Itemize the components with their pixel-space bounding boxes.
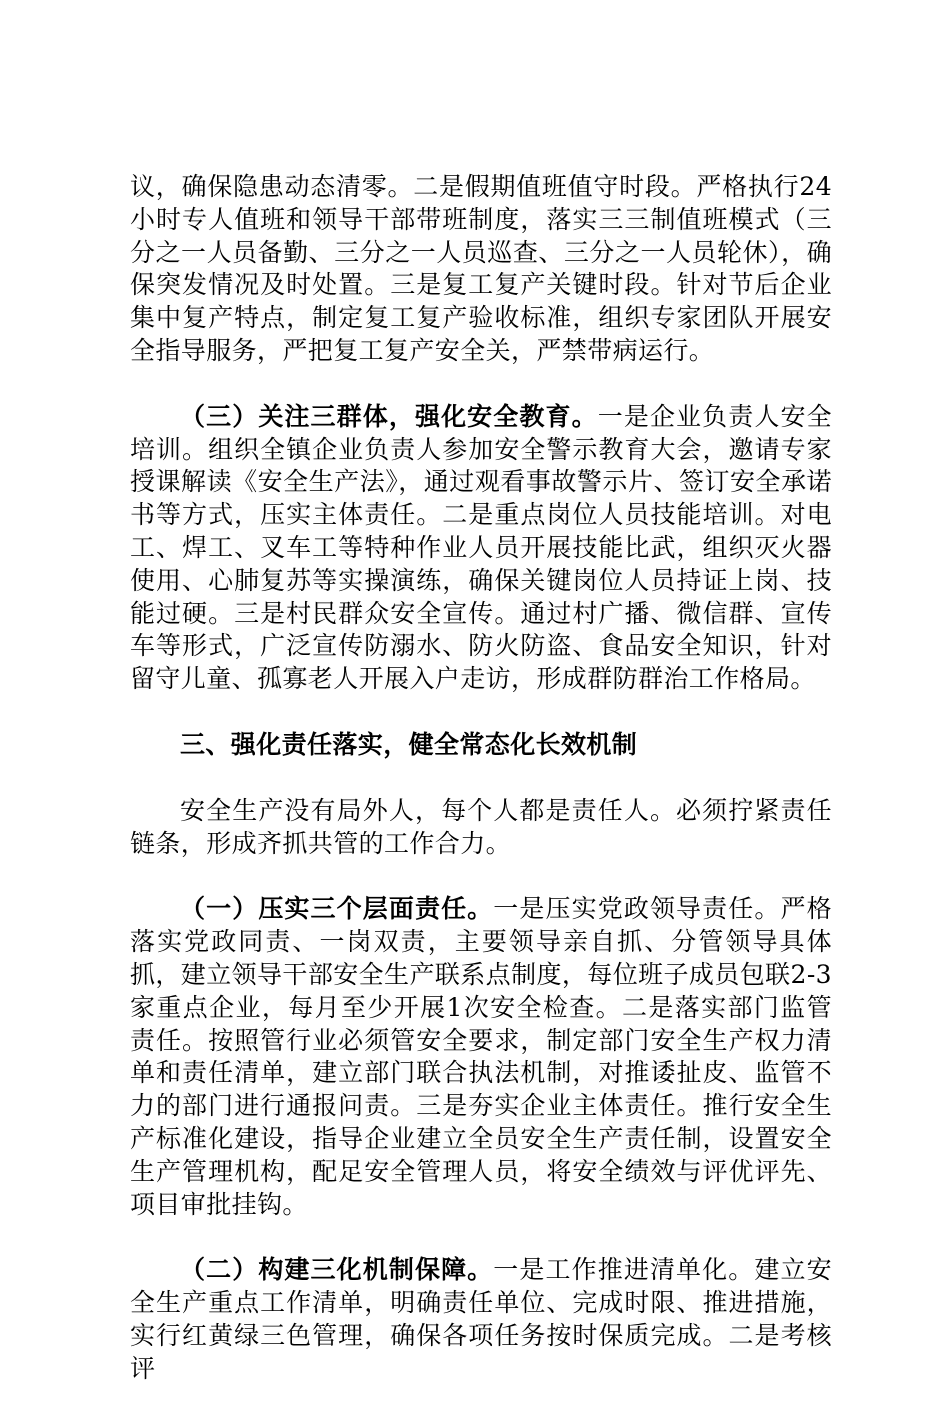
- paragraph-lead: （三）关注三群体，强化安全教育。: [180, 401, 598, 431]
- paragraph-lead: （一）压实三个层面责任。: [180, 894, 494, 924]
- document-body: [130, 171, 832, 1419]
- paragraph-text: 议，确保隐患动态清零。二是假期值班值守时段。严格执行24小时专人值班和领导干部带班制度，落实三三制值班模式（三分之一人员备勤、三分之一人员巡查、三分之一人员轮休），确保突发情况及时处置。三是复工复产关键时段。针对节后企业集中复产特点，制定复工复产验收标准，组织专家团队开展安全指导服务，严把复工复产安全关，严禁带病运行。: [130, 172, 832, 365]
- paragraph-responsibility: [130, 893, 832, 1221]
- paragraph-lead: （二）构建三化机制保障。: [180, 1255, 494, 1285]
- paragraph-text: 一是压实党政领导责任。严格落实党政同责、一岗双责，主要领导亲自抓、分管领导具体抓，建立领导干部安全生产联系点制度，每位班子成员包联2-3家重点企业，每月至少开展1次安全检查。二是落实部门监管责任。按照管行业必须管安全要求，制定部门安全生产权力清单和责任清单，建立部门联合执法机制，对推诿扯皮、监管不力的部门进行通报问责。三是夯实企业主体责任。推行安全生产标准化建设，指导企业建立全员安全生产责任制，设置安全生产管理机构，配足安全管理人员，将安全绩效与评优评先、项目审批挂钩。: [130, 894, 832, 1219]
- section-heading: 三、强化责任落实，健全常态化长效机制: [180, 729, 638, 759]
- paragraph-intro: [130, 795, 832, 861]
- paragraph-continuation: [130, 171, 832, 368]
- paragraph-text: 一是工作推进清单化。建立安全生产重点工作清单，明确责任单位、完成时限、推进措施，实行红黄绿三色管理，确保各项任务按时保质完成。二是考核评: [130, 1255, 832, 1383]
- paragraph-text: 一是企业负责人安全培训。组织全镇企业负责人参加安全警示教育大会，邀请专家授课解读《安全生产法》，通过观看事故警示片、签订安全承诺书等方式，压实主体责任。二是重点岗位人员技能培训。对电工、焊工、叉车工等特种作业人员开展技能比武，组织灭火器使用、心肺复苏等实操演练，确保关键岗位人员持证上岗、技能过硬。三是村民群众安全宣传。通过村广播、微信群、宣传车等形式，广泛宣传防溺水、防火防盗、食品安全知识，针对留守儿童、孤寡老人开展入户走访，形成群防群治工作格局。: [130, 401, 832, 694]
- paragraph-text: 安全生产没有局外人，每个人都是责任人。必须拧紧责任链条，形成齐抓共管的工作合力。: [130, 795, 832, 858]
- paragraph-mechanism: [130, 1254, 832, 1385]
- paragraph-three-groups: [130, 401, 832, 696]
